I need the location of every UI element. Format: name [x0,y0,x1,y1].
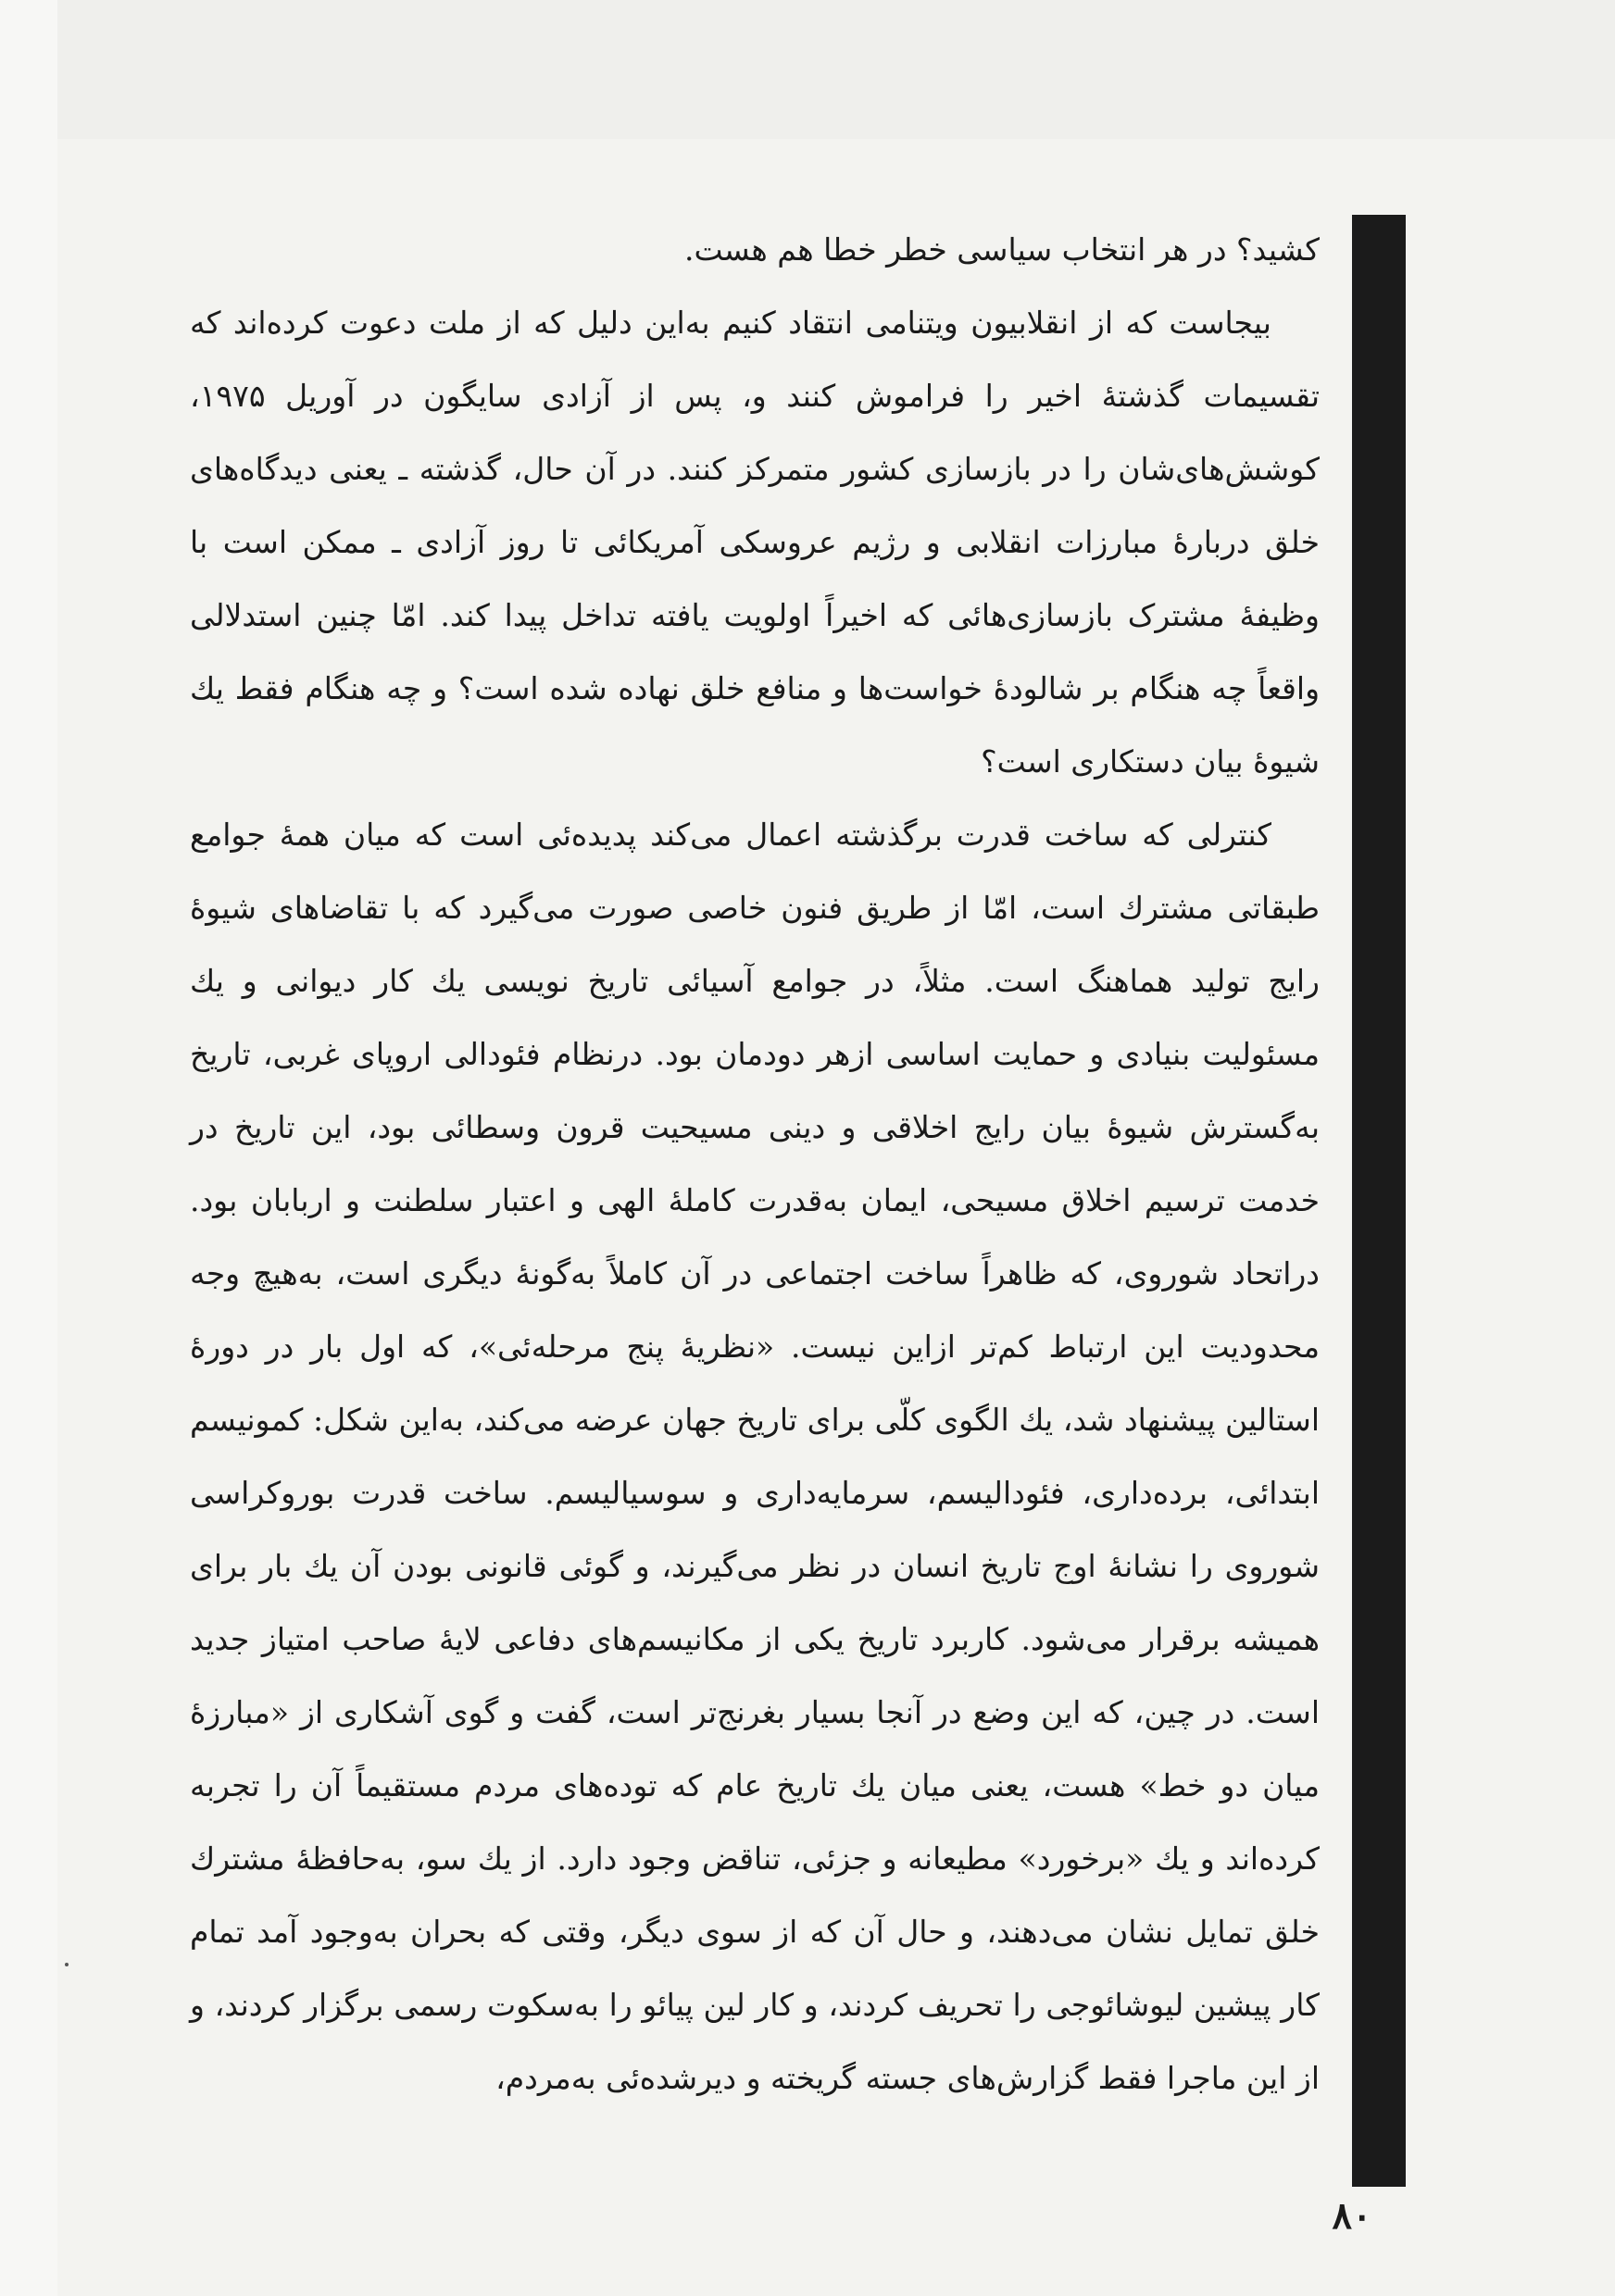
page-number: ۸۰ [1332,2194,1372,2238]
paragraph-continuation: کشید؟ در هر انتخاب سیاسی خطر خطا هم هست. [684,231,1320,268]
scan-top-margin [57,0,1615,139]
paragraph-vietnam: بیجاست که از انقلابیون ویتنامی انتقاد کنیم به‌این دلیل که از ملت دعوت کرده‌اند که تقسیمات گذشتهٔ اخیر را فراموش کنند و، پس از آزادی سایگون در آوریل ۱۹۷۵، کوشش‌های‌شان را در بازسازی کشور متمرکز کنند. در آن حال، گذشته ـ یعنی دیدگاه‌های خلق دربارهٔ مبارزات انقلابی و رژیم عروسکی آمریکائی تا روز آزادی ـ ممکن است با وظیفهٔ مشترک بازسازی‌هائی که اخیراً اولویت یافته تداخل پیدا کند. امّا چنین استدلالی واقعاً چه هنگام بر شالودهٔ خواست‌ها و منافع خلق نهاده شده است؟ و چه هنگام فقط یك شیوهٔ بیان دستکاری است؟ [190,305,1320,780]
scan-left-margin [0,0,57,2296]
body-text [190,213,1320,2115]
margin-black-bar [1352,215,1406,2187]
scan-speck [65,1963,69,1966]
paragraph-power-structure: کنترلی که ساخت قدرت برگذشته اعمال می‌کند پدیده‌ئی است که میان همهٔ جوامع طبقاتی مشترك است، امّا از طریق فنون خاصی صورت می‌گیرد که با تقاضاهای شیوهٔ رایج تولید هماهنگ است. مثلاً، در جوامع آسیائی تاریخ نویسی یك کار دیوانی و یك مسئولیت بنیادی و حمایت اساسی ازهر دودمان بود. درنظام فئودالی اروپای غربی، تاریخ به‌گسترش شیوهٔ بیان رایج اخلاقی و دینی مسیحیت قرون وسطائی بود، این تاریخ در خدمت ترسیم اخلاق مسیحی، ایمان به‌قدرت کاملهٔ الهی و اعتبار سلطنت و اربابان بود. دراتحاد شوروی، که ظاهراً ساخت اجتماعی در آن کاملاً به‌گونهٔ دیگری است، به‌هیچ وجه محدودیت این ارتباط کم‌تر ازاین نیست. «نظریهٔ پنج مرحله‌ئی»، که اول بار در دورهٔ استالین پیشنهاد شد، یك الگوی کلّی برای تاریخ جهان عرضه می‌کند، به‌این شکل: کمونیسم ابتدائی، برده‌داری، فئودالیسم، سرمایه‌داری و سوسیالیسم. ساخت قدرت بوروکراسی شوروی را نشانهٔ اوج تاریخ انسان در نظر می‌گیرند، و گوئی قانونی بودن آن یك بار برای همیشه برقرار می‌شود. کاربرد تاریخ یکی از مکانیسم‌های دفاعی لایهٔ صاحب امتیاز جدید است. در چین، که این وضع در آنجا بسیار بغرنج‌تر است، گفت و گوی آشکاری از «مبارزهٔ میان دو خط» هست، یعنی میان یك تاریخ عام که توده‌های مردم مستقیماً آن را تجربه کرده‌اند و یك «برخورد» مطیعانه و جزئی، تناقض وجود دارد. از یك سو، به‌حافظهٔ مشترك خلق تمایل نشان می‌دهند، و حال آن که از سوی دیگر، وقتی که بحران به‌وجود آمد تمام کار پیشین لیوشائوجی را تحریف کردند، و کار لین پیائو را به‌سکوت رسمی برگزار کردند، و از این ماجرا فقط گزارش‌های جسته گریخته و دیرشده‌ئی به‌مردم، [190,817,1320,2096]
